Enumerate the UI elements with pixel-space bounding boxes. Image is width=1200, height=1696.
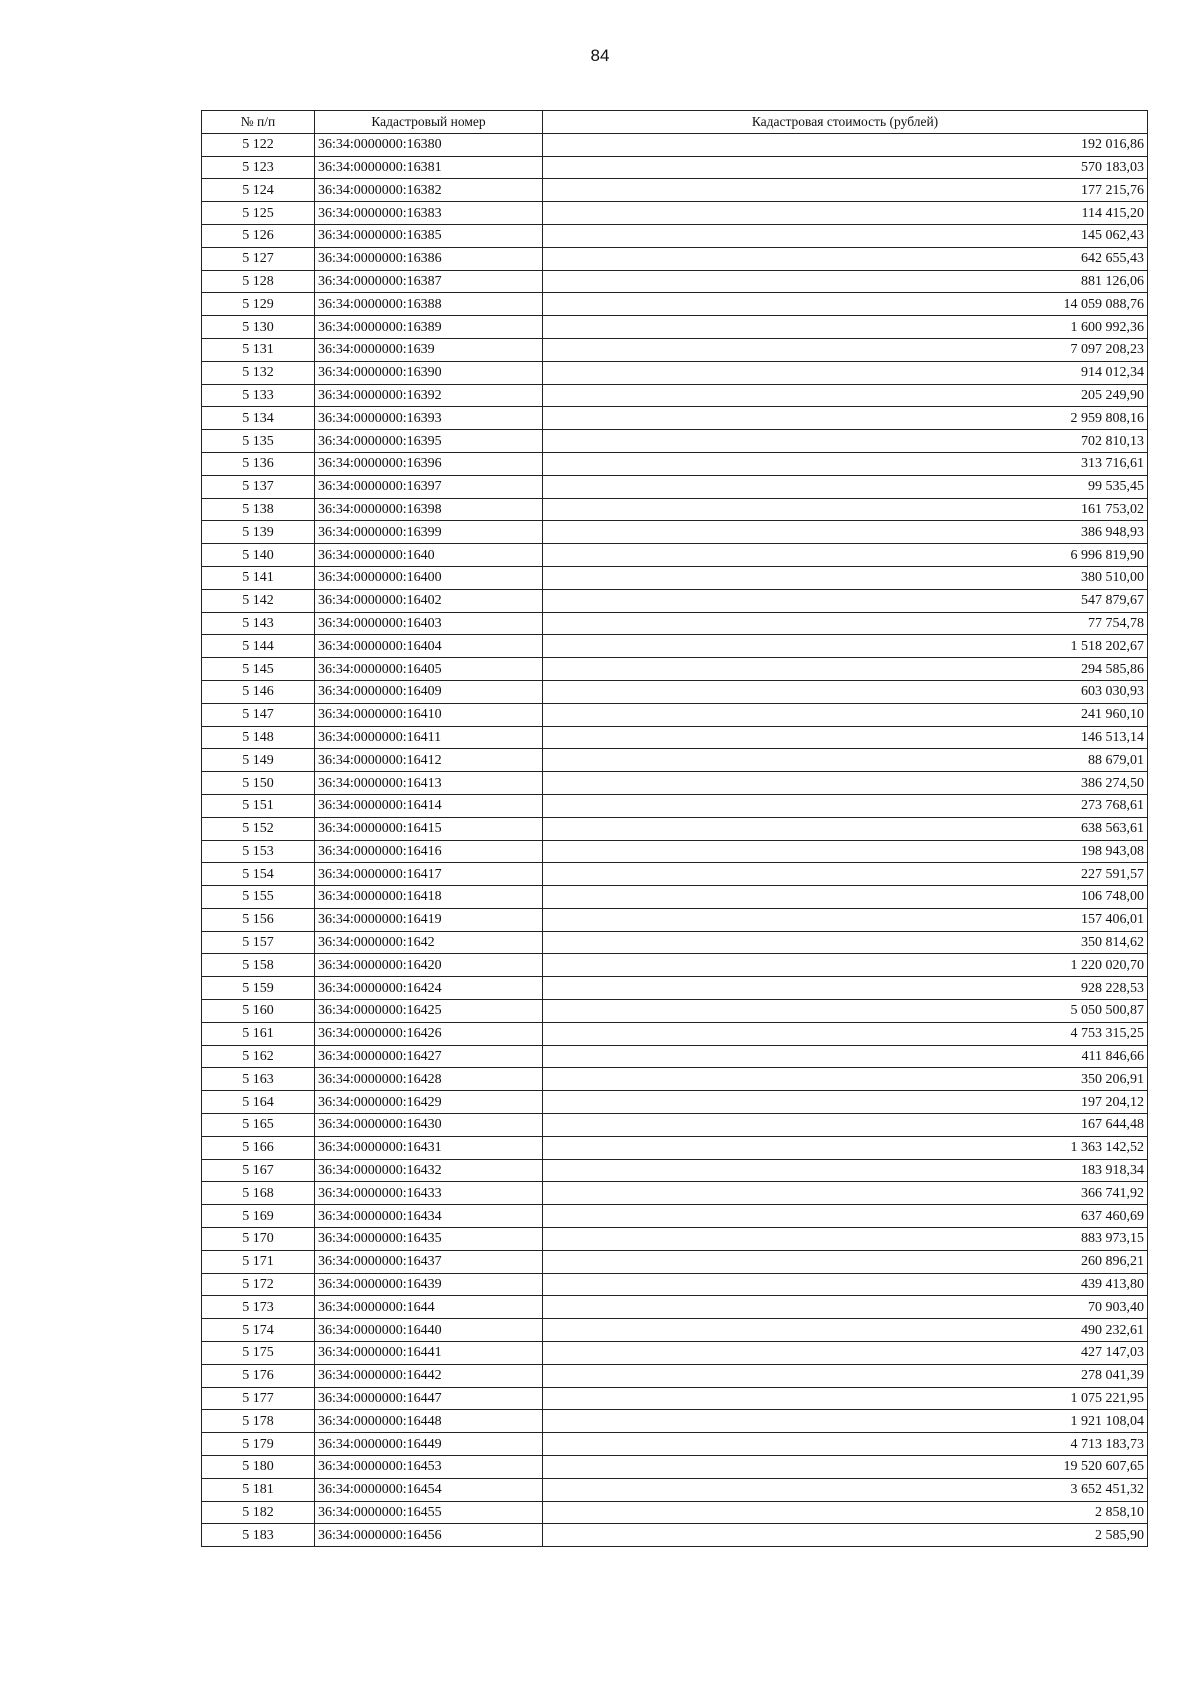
table-row	[202, 270, 1148, 293]
cadastral-number-cell: 36:34:0000000:16412	[315, 749, 543, 772]
header-row-number: № п/п	[202, 111, 315, 134]
cadastral-value-cell: 273 768,61	[543, 794, 1148, 817]
row-number-cell: 5 126	[202, 224, 315, 247]
cadastral-number-cell: 36:34:0000000:16392	[315, 384, 543, 407]
row-number-cell: 5 153	[202, 840, 315, 863]
row-number-cell: 5 168	[202, 1182, 315, 1205]
table-row	[202, 612, 1148, 635]
row-number-cell: 5 167	[202, 1159, 315, 1182]
table-row	[202, 1342, 1148, 1365]
row-number-cell: 5 132	[202, 361, 315, 384]
cadastral-number-cell: 36:34:0000000:16437	[315, 1250, 543, 1273]
row-number-cell: 5 170	[202, 1228, 315, 1251]
cadastral-number-cell: 36:34:0000000:16455	[315, 1501, 543, 1524]
row-number-cell: 5 165	[202, 1114, 315, 1137]
cadastral-number-cell: 36:34:0000000:16430	[315, 1114, 543, 1137]
row-number-cell: 5 122	[202, 133, 315, 156]
table-row	[202, 1022, 1148, 1045]
cadastral-value-cell: 5 050 500,87	[543, 1000, 1148, 1023]
cadastral-value-cell: 881 126,06	[543, 270, 1148, 293]
table-row	[202, 886, 1148, 909]
table-row	[202, 635, 1148, 658]
table-row	[202, 794, 1148, 817]
cadastral-value-cell: 19 520 607,65	[543, 1456, 1148, 1479]
table-row	[202, 498, 1148, 521]
row-number-cell: 5 173	[202, 1296, 315, 1319]
cadastral-number-cell: 36:34:0000000:16398	[315, 498, 543, 521]
cadastral-value-cell: 439 413,80	[543, 1273, 1148, 1296]
row-number-cell: 5 145	[202, 658, 315, 681]
row-number-cell: 5 180	[202, 1456, 315, 1479]
cadastral-number-cell: 36:34:0000000:16403	[315, 612, 543, 635]
row-number-cell: 5 183	[202, 1524, 315, 1547]
cadastral-number-cell: 36:34:0000000:16448	[315, 1410, 543, 1433]
cadastral-value-cell: 637 460,69	[543, 1205, 1148, 1228]
cadastral-value-cell: 177 215,76	[543, 179, 1148, 202]
header-cadastral-number: Кадастровый номер	[315, 111, 543, 134]
cadastral-number-cell: 36:34:0000000:16404	[315, 635, 543, 658]
table-row	[202, 179, 1148, 202]
cadastral-number-cell: 36:34:0000000:16414	[315, 794, 543, 817]
cadastral-number-cell: 36:34:0000000:16413	[315, 772, 543, 795]
cadastral-number-cell: 36:34:0000000:16435	[315, 1228, 543, 1251]
cadastral-number-cell: 36:34:0000000:16388	[315, 293, 543, 316]
cadastral-number-cell: 36:34:0000000:16410	[315, 703, 543, 726]
cadastral-value-cell: 161 753,02	[543, 498, 1148, 521]
row-number-cell: 5 171	[202, 1250, 315, 1273]
cadastral-number-cell: 36:34:0000000:16441	[315, 1342, 543, 1365]
row-number-cell: 5 149	[202, 749, 315, 772]
row-number-cell: 5 157	[202, 931, 315, 954]
cadastral-number-cell: 36:34:0000000:16434	[315, 1205, 543, 1228]
cadastral-value-cell: 642 655,43	[543, 247, 1148, 270]
table-row	[202, 1478, 1148, 1501]
cadastral-number-cell: 36:34:0000000:16428	[315, 1068, 543, 1091]
row-number-cell: 5 143	[202, 612, 315, 635]
cadastral-value-cell: 411 846,66	[543, 1045, 1148, 1068]
cadastral-value-cell: 2 858,10	[543, 1501, 1148, 1524]
table-row	[202, 407, 1148, 430]
cadastral-number-cell: 36:34:0000000:16395	[315, 430, 543, 453]
table-row	[202, 384, 1148, 407]
table-row	[202, 544, 1148, 567]
table-row	[202, 247, 1148, 270]
cadastral-value-cell: 386 274,50	[543, 772, 1148, 795]
cadastral-value-cell: 197 204,12	[543, 1091, 1148, 1114]
row-number-cell: 5 150	[202, 772, 315, 795]
cadastral-value-cell: 427 147,03	[543, 1342, 1148, 1365]
row-number-cell: 5 163	[202, 1068, 315, 1091]
row-number-cell: 5 144	[202, 635, 315, 658]
row-number-cell: 5 164	[202, 1091, 315, 1114]
table-row	[202, 1045, 1148, 1068]
row-number-cell: 5 152	[202, 817, 315, 840]
cadastral-number-cell: 36:34:0000000:16409	[315, 680, 543, 703]
cadastral-value-cell: 1 600 992,36	[543, 316, 1148, 339]
cadastral-number-cell: 36:34:0000000:16396	[315, 452, 543, 475]
cadastral-value-cell: 99 535,45	[543, 475, 1148, 498]
row-number-cell: 5 147	[202, 703, 315, 726]
cadastral-value-cell: 914 012,34	[543, 361, 1148, 384]
cadastral-number-cell: 36:34:0000000:1642	[315, 931, 543, 954]
table-row	[202, 1091, 1148, 1114]
cadastral-number-cell: 36:34:0000000:16411	[315, 726, 543, 749]
row-number-cell: 5 142	[202, 589, 315, 612]
table-row	[202, 475, 1148, 498]
cadastral-number-cell: 36:34:0000000:16417	[315, 863, 543, 886]
row-number-cell: 5 134	[202, 407, 315, 430]
cadastral-value-cell: 1 518 202,67	[543, 635, 1148, 658]
cadastral-value-cell: 241 960,10	[543, 703, 1148, 726]
cadastral-number-cell: 36:34:0000000:16431	[315, 1136, 543, 1159]
table-row	[202, 1319, 1148, 1342]
table-row	[202, 680, 1148, 703]
cadastral-number-cell: 36:34:0000000:16427	[315, 1045, 543, 1068]
cadastral-number-cell: 36:34:0000000:16424	[315, 977, 543, 1000]
cadastral-value-cell: 205 249,90	[543, 384, 1148, 407]
table-row	[202, 1000, 1148, 1023]
table-row	[202, 1387, 1148, 1410]
cadastral-value-cell: 547 879,67	[543, 589, 1148, 612]
cadastral-number-cell: 36:34:0000000:16425	[315, 1000, 543, 1023]
cadastral-value-cell: 14 059 088,76	[543, 293, 1148, 316]
table-row	[202, 863, 1148, 886]
table-row	[202, 1250, 1148, 1273]
table-row	[202, 840, 1148, 863]
table-row	[202, 1228, 1148, 1251]
table-row	[202, 1524, 1148, 1547]
table-row	[202, 361, 1148, 384]
cadastral-value-cell: 278 041,39	[543, 1364, 1148, 1387]
cadastral-number-cell: 36:34:0000000:16426	[315, 1022, 543, 1045]
cadastral-number-cell: 36:34:0000000:16397	[315, 475, 543, 498]
cadastral-value-cell: 570 183,03	[543, 156, 1148, 179]
table-row	[202, 133, 1148, 156]
cadastral-value-cell: 1 220 020,70	[543, 954, 1148, 977]
cadastral-number-cell: 36:34:0000000:16386	[315, 247, 543, 270]
table-row	[202, 224, 1148, 247]
row-number-cell: 5 136	[202, 452, 315, 475]
cadastral-value-cell: 490 232,61	[543, 1319, 1148, 1342]
cadastral-value-cell: 167 644,48	[543, 1114, 1148, 1137]
row-number-cell: 5 174	[202, 1319, 315, 1342]
row-number-cell: 5 161	[202, 1022, 315, 1045]
row-number-cell: 5 177	[202, 1387, 315, 1410]
row-number-cell: 5 131	[202, 338, 315, 361]
row-number-cell: 5 141	[202, 566, 315, 589]
row-number-cell: 5 133	[202, 384, 315, 407]
row-number-cell: 5 175	[202, 1342, 315, 1365]
cadastral-number-cell: 36:34:0000000:16380	[315, 133, 543, 156]
cadastral-number-cell: 36:34:0000000:16381	[315, 156, 543, 179]
table-row	[202, 772, 1148, 795]
cadastral-value-cell: 183 918,34	[543, 1159, 1148, 1182]
row-number-cell: 5 125	[202, 202, 315, 225]
table-row	[202, 1410, 1148, 1433]
table-row	[202, 1433, 1148, 1456]
cadastral-value-cell: 227 591,57	[543, 863, 1148, 886]
cadastral-value-cell: 702 810,13	[543, 430, 1148, 453]
cadastral-number-cell: 36:34:0000000:16402	[315, 589, 543, 612]
row-number-cell: 5 162	[202, 1045, 315, 1068]
table-row	[202, 521, 1148, 544]
cadastral-number-cell: 36:34:0000000:16393	[315, 407, 543, 430]
cadastral-value-cell: 2 959 808,16	[543, 407, 1148, 430]
cadastral-number-cell: 36:34:0000000:16449	[315, 1433, 543, 1456]
table-row	[202, 908, 1148, 931]
table-body	[202, 133, 1148, 1546]
table-row	[202, 293, 1148, 316]
cadastral-number-cell: 36:34:0000000:16383	[315, 202, 543, 225]
table-row	[202, 1296, 1148, 1319]
table-row	[202, 156, 1148, 179]
table-row	[202, 977, 1148, 1000]
cadastral-number-cell: 36:34:0000000:16385	[315, 224, 543, 247]
cadastral-value-cell: 350 814,62	[543, 931, 1148, 954]
table-row	[202, 1068, 1148, 1091]
cadastral-value-cell: 7 097 208,23	[543, 338, 1148, 361]
table-row	[202, 452, 1148, 475]
table-row	[202, 749, 1148, 772]
table-row	[202, 316, 1148, 339]
row-number-cell: 5 169	[202, 1205, 315, 1228]
cadastral-value-cell: 294 585,86	[543, 658, 1148, 681]
cadastral-value-cell: 350 206,91	[543, 1068, 1148, 1091]
cadastral-number-cell: 36:34:0000000:16453	[315, 1456, 543, 1479]
cadastral-value-cell: 198 943,08	[543, 840, 1148, 863]
cadastral-number-cell: 36:34:0000000:16387	[315, 270, 543, 293]
table-row	[202, 1205, 1148, 1228]
cadastral-value-cell: 145 062,43	[543, 224, 1148, 247]
row-number-cell: 5 128	[202, 270, 315, 293]
cadastral-number-cell: 36:34:0000000:16447	[315, 1387, 543, 1410]
header-cadastral-value: Кадастровая стоимость (рублей)	[543, 111, 1148, 134]
row-number-cell: 5 155	[202, 886, 315, 909]
row-number-cell: 5 139	[202, 521, 315, 544]
table-row	[202, 1364, 1148, 1387]
cadastral-number-cell: 36:34:0000000:16419	[315, 908, 543, 931]
cadastral-number-cell: 36:34:0000000:16454	[315, 1478, 543, 1501]
cadastral-number-cell: 36:34:0000000:16382	[315, 179, 543, 202]
cadastral-value-cell: 106 748,00	[543, 886, 1148, 909]
cadastral-value-cell: 77 754,78	[543, 612, 1148, 635]
row-number-cell: 5 129	[202, 293, 315, 316]
cadastral-number-cell: 36:34:0000000:16416	[315, 840, 543, 863]
table-row	[202, 338, 1148, 361]
cadastral-number-cell: 36:34:0000000:16420	[315, 954, 543, 977]
cadastral-value-cell: 114 415,20	[543, 202, 1148, 225]
row-number-cell: 5 178	[202, 1410, 315, 1433]
row-number-cell: 5 123	[202, 156, 315, 179]
row-number-cell: 5 172	[202, 1273, 315, 1296]
table-row	[202, 589, 1148, 612]
cadastral-value-cell: 2 585,90	[543, 1524, 1148, 1547]
table-row	[202, 658, 1148, 681]
cadastral-number-cell: 36:34:0000000:16433	[315, 1182, 543, 1205]
row-number-cell: 5 182	[202, 1501, 315, 1524]
table-row	[202, 430, 1148, 453]
row-number-cell: 5 137	[202, 475, 315, 498]
cadastral-value-cell: 260 896,21	[543, 1250, 1148, 1273]
row-number-cell: 5 176	[202, 1364, 315, 1387]
row-number-cell: 5 151	[202, 794, 315, 817]
table-row	[202, 1501, 1148, 1524]
cadastral-value-cell: 603 030,93	[543, 680, 1148, 703]
cadastral-value-table	[201, 110, 1148, 1547]
cadastral-number-cell: 36:34:0000000:1640	[315, 544, 543, 567]
table-row	[202, 1114, 1148, 1137]
row-number-cell: 5 124	[202, 179, 315, 202]
cadastral-value-cell: 6 996 819,90	[543, 544, 1148, 567]
table-row	[202, 1159, 1148, 1182]
cadastral-value-cell: 88 679,01	[543, 749, 1148, 772]
row-number-cell: 5 181	[202, 1478, 315, 1501]
cadastral-number-cell: 36:34:0000000:16429	[315, 1091, 543, 1114]
table-row	[202, 703, 1148, 726]
table-row	[202, 202, 1148, 225]
table-row	[202, 1456, 1148, 1479]
cadastral-number-cell: 36:34:0000000:16415	[315, 817, 543, 840]
row-number-cell: 5 160	[202, 1000, 315, 1023]
row-number-cell: 5 166	[202, 1136, 315, 1159]
cadastral-value-cell: 157 406,01	[543, 908, 1148, 931]
cadastral-value-cell: 313 716,61	[543, 452, 1148, 475]
row-number-cell: 5 135	[202, 430, 315, 453]
row-number-cell: 5 130	[202, 316, 315, 339]
table-row	[202, 931, 1148, 954]
table-row	[202, 954, 1148, 977]
cadastral-number-cell: 36:34:0000000:16400	[315, 566, 543, 589]
table-row	[202, 726, 1148, 749]
table-row	[202, 566, 1148, 589]
cadastral-value-cell: 192 016,86	[543, 133, 1148, 156]
cadastral-value-cell: 146 513,14	[543, 726, 1148, 749]
cadastral-value-cell: 3 652 451,32	[543, 1478, 1148, 1501]
cadastral-number-cell: 36:34:0000000:16399	[315, 521, 543, 544]
cadastral-number-cell: 36:34:0000000:16432	[315, 1159, 543, 1182]
cadastral-number-cell: 36:34:0000000:16440	[315, 1319, 543, 1342]
table-header-row	[202, 111, 1148, 134]
cadastral-value-cell: 1 921 108,04	[543, 1410, 1148, 1433]
cadastral-value-cell: 380 510,00	[543, 566, 1148, 589]
cadastral-number-cell: 36:34:0000000:16442	[315, 1364, 543, 1387]
cadastral-number-cell: 36:34:0000000:1639	[315, 338, 543, 361]
row-number-cell: 5 179	[202, 1433, 315, 1456]
cadastral-number-cell: 36:34:0000000:16389	[315, 316, 543, 339]
cadastral-number-cell: 36:34:0000000:16405	[315, 658, 543, 681]
cadastral-value-cell: 638 563,61	[543, 817, 1148, 840]
row-number-cell: 5 146	[202, 680, 315, 703]
row-number-cell: 5 148	[202, 726, 315, 749]
cadastral-value-cell: 1 075 221,95	[543, 1387, 1148, 1410]
table-row	[202, 1182, 1148, 1205]
cadastral-value-cell: 386 948,93	[543, 521, 1148, 544]
row-number-cell: 5 154	[202, 863, 315, 886]
cadastral-number-cell: 36:34:0000000:16439	[315, 1273, 543, 1296]
row-number-cell: 5 127	[202, 247, 315, 270]
cadastral-value-cell: 4 713 183,73	[543, 1433, 1148, 1456]
row-number-cell: 5 156	[202, 908, 315, 931]
cadastral-value-cell: 366 741,92	[543, 1182, 1148, 1205]
row-number-cell: 5 138	[202, 498, 315, 521]
table-row	[202, 1136, 1148, 1159]
cadastral-value-cell: 70 903,40	[543, 1296, 1148, 1319]
cadastral-number-cell: 36:34:0000000:1644	[315, 1296, 543, 1319]
row-number-cell: 5 159	[202, 977, 315, 1000]
row-number-cell: 5 140	[202, 544, 315, 567]
cadastral-value-cell: 883 973,15	[543, 1228, 1148, 1251]
table-row	[202, 1273, 1148, 1296]
cadastral-number-cell: 36:34:0000000:16456	[315, 1524, 543, 1547]
cadastral-value-cell: 4 753 315,25	[543, 1022, 1148, 1045]
row-number-cell: 5 158	[202, 954, 315, 977]
cadastral-number-cell: 36:34:0000000:16390	[315, 361, 543, 384]
page-number: 84	[590, 46, 610, 65]
cadastral-number-cell: 36:34:0000000:16418	[315, 886, 543, 909]
cadastral-value-cell: 1 363 142,52	[543, 1136, 1148, 1159]
cadastral-value-cell: 928 228,53	[543, 977, 1148, 1000]
table-row	[202, 817, 1148, 840]
